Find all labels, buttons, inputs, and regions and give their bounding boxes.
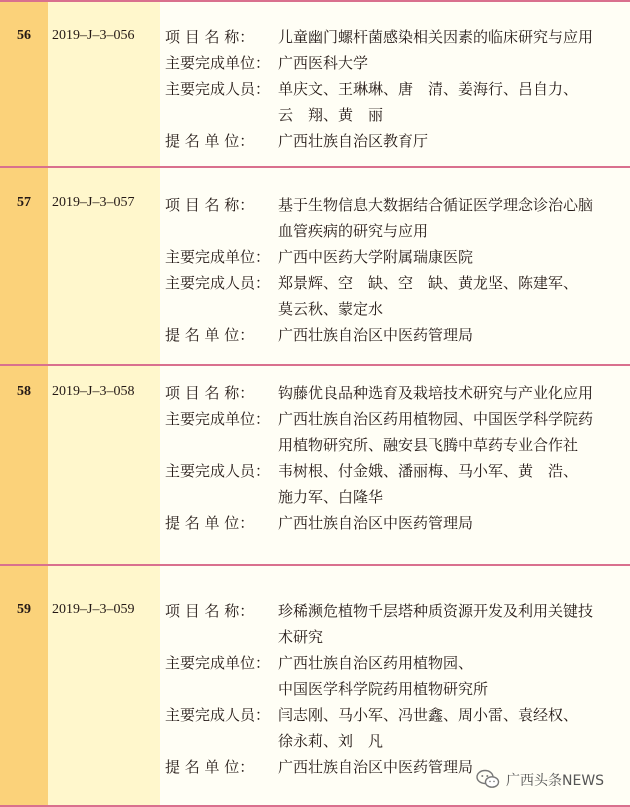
entry-code: 2019–J–3–059 <box>52 602 135 617</box>
project-label: 项 目 名 称： <box>165 384 255 402</box>
unit-label: 主要完成单位： <box>165 54 271 72</box>
unit-value: 广西壮族自治区药用植物园、中国医学科学院药 <box>278 410 594 428</box>
entry-code: 2019–J–3–058 <box>52 384 135 399</box>
entry-number: 56 <box>17 28 31 43</box>
nominator-label: 提 名 单 位： <box>165 326 255 344</box>
unit-label: 主要完成单位： <box>165 410 271 428</box>
people-value-cont: 徐永莉、刘 凡 <box>278 732 384 750</box>
project-label: 项 目 名 称： <box>165 196 255 214</box>
entry-number: 58 <box>17 384 31 399</box>
entry-code: 2019–J–3–057 <box>52 195 135 210</box>
nominator-label: 提 名 单 位： <box>165 514 255 532</box>
unit-value: 广西壮族自治区药用植物园、 <box>278 654 474 672</box>
entry-row <box>0 364 630 564</box>
watermark-text: 广西头条NEWS <box>506 773 605 789</box>
project-label: 项 目 名 称： <box>165 602 255 620</box>
entry-number: 59 <box>17 602 31 617</box>
project-name-cont: 术研究 <box>278 628 324 646</box>
people-value-cont: 莫云秋、蒙定水 <box>278 300 384 318</box>
entry-code: 2019–J–3–056 <box>52 28 135 43</box>
people-value: 韦树根、付金娥、潘丽梅、马小军、黄 浩、 <box>278 462 579 480</box>
entry-row <box>0 166 630 364</box>
nominator-value: 广西壮族自治区教育厅 <box>278 132 429 150</box>
unit-value: 广西医科大学 <box>278 54 369 72</box>
code-cell <box>48 2 160 166</box>
project-name: 儿童幽门螺杆菌感染相关因素的临床研究与应用 <box>278 28 594 46</box>
wechat-icon <box>476 768 500 790</box>
entry-number: 57 <box>17 195 31 210</box>
people-value: 郑景辉、空 缺、空 缺、黄龙坚、陈建军、 <box>278 274 579 292</box>
project-name: 珍稀濒危植物千层塔种质资源开发及利用关键技 <box>278 602 594 620</box>
nominator-label: 提 名 单 位： <box>165 758 255 776</box>
unit-value: 广西中医药大学附属瑞康医院 <box>278 248 474 266</box>
unit-value-cont: 用植物研究所、融安县飞腾中草药专业合作社 <box>278 436 579 454</box>
project-name: 基于生物信息大数据结合循证医学理念诊治心脑 <box>278 196 594 214</box>
project-label: 项 目 名 称： <box>165 28 255 46</box>
people-value-cont: 施力军、白隆华 <box>278 488 384 506</box>
nominator-value: 广西壮族自治区中医药管理局 <box>278 326 474 344</box>
people-value: 闫志刚、马小军、冯世鑫、周小雷、袁经权、 <box>278 706 579 724</box>
nominator-label: 提 名 单 位： <box>165 132 255 150</box>
unit-label: 主要完成单位： <box>165 654 271 672</box>
nominator-value: 广西壮族自治区中医药管理局 <box>278 514 474 532</box>
number-cell <box>0 2 48 166</box>
entry-row <box>0 0 630 166</box>
project-name: 钩藤优良品种选育及栽培技术研究与产业化应用 <box>278 384 594 402</box>
project-name-cont: 血管疾病的研究与应用 <box>278 222 429 240</box>
people-label: 主要完成人员： <box>165 706 271 724</box>
watermark <box>476 766 622 792</box>
people-label: 主要完成人员： <box>165 462 271 480</box>
people-value-cont: 云 翔、黄 丽 <box>278 106 384 124</box>
unit-value-cont: 中国医学科学院药用植物研究所 <box>278 680 489 698</box>
people-label: 主要完成人员： <box>165 80 271 98</box>
unit-label: 主要完成单位： <box>165 248 271 266</box>
people-label: 主要完成人员： <box>165 274 271 292</box>
people-value: 单庆文、王琳琳、唐 清、姜海行、吕自力、 <box>278 80 579 98</box>
nominator-value: 广西壮族自治区中医药管理局 <box>278 758 474 776</box>
